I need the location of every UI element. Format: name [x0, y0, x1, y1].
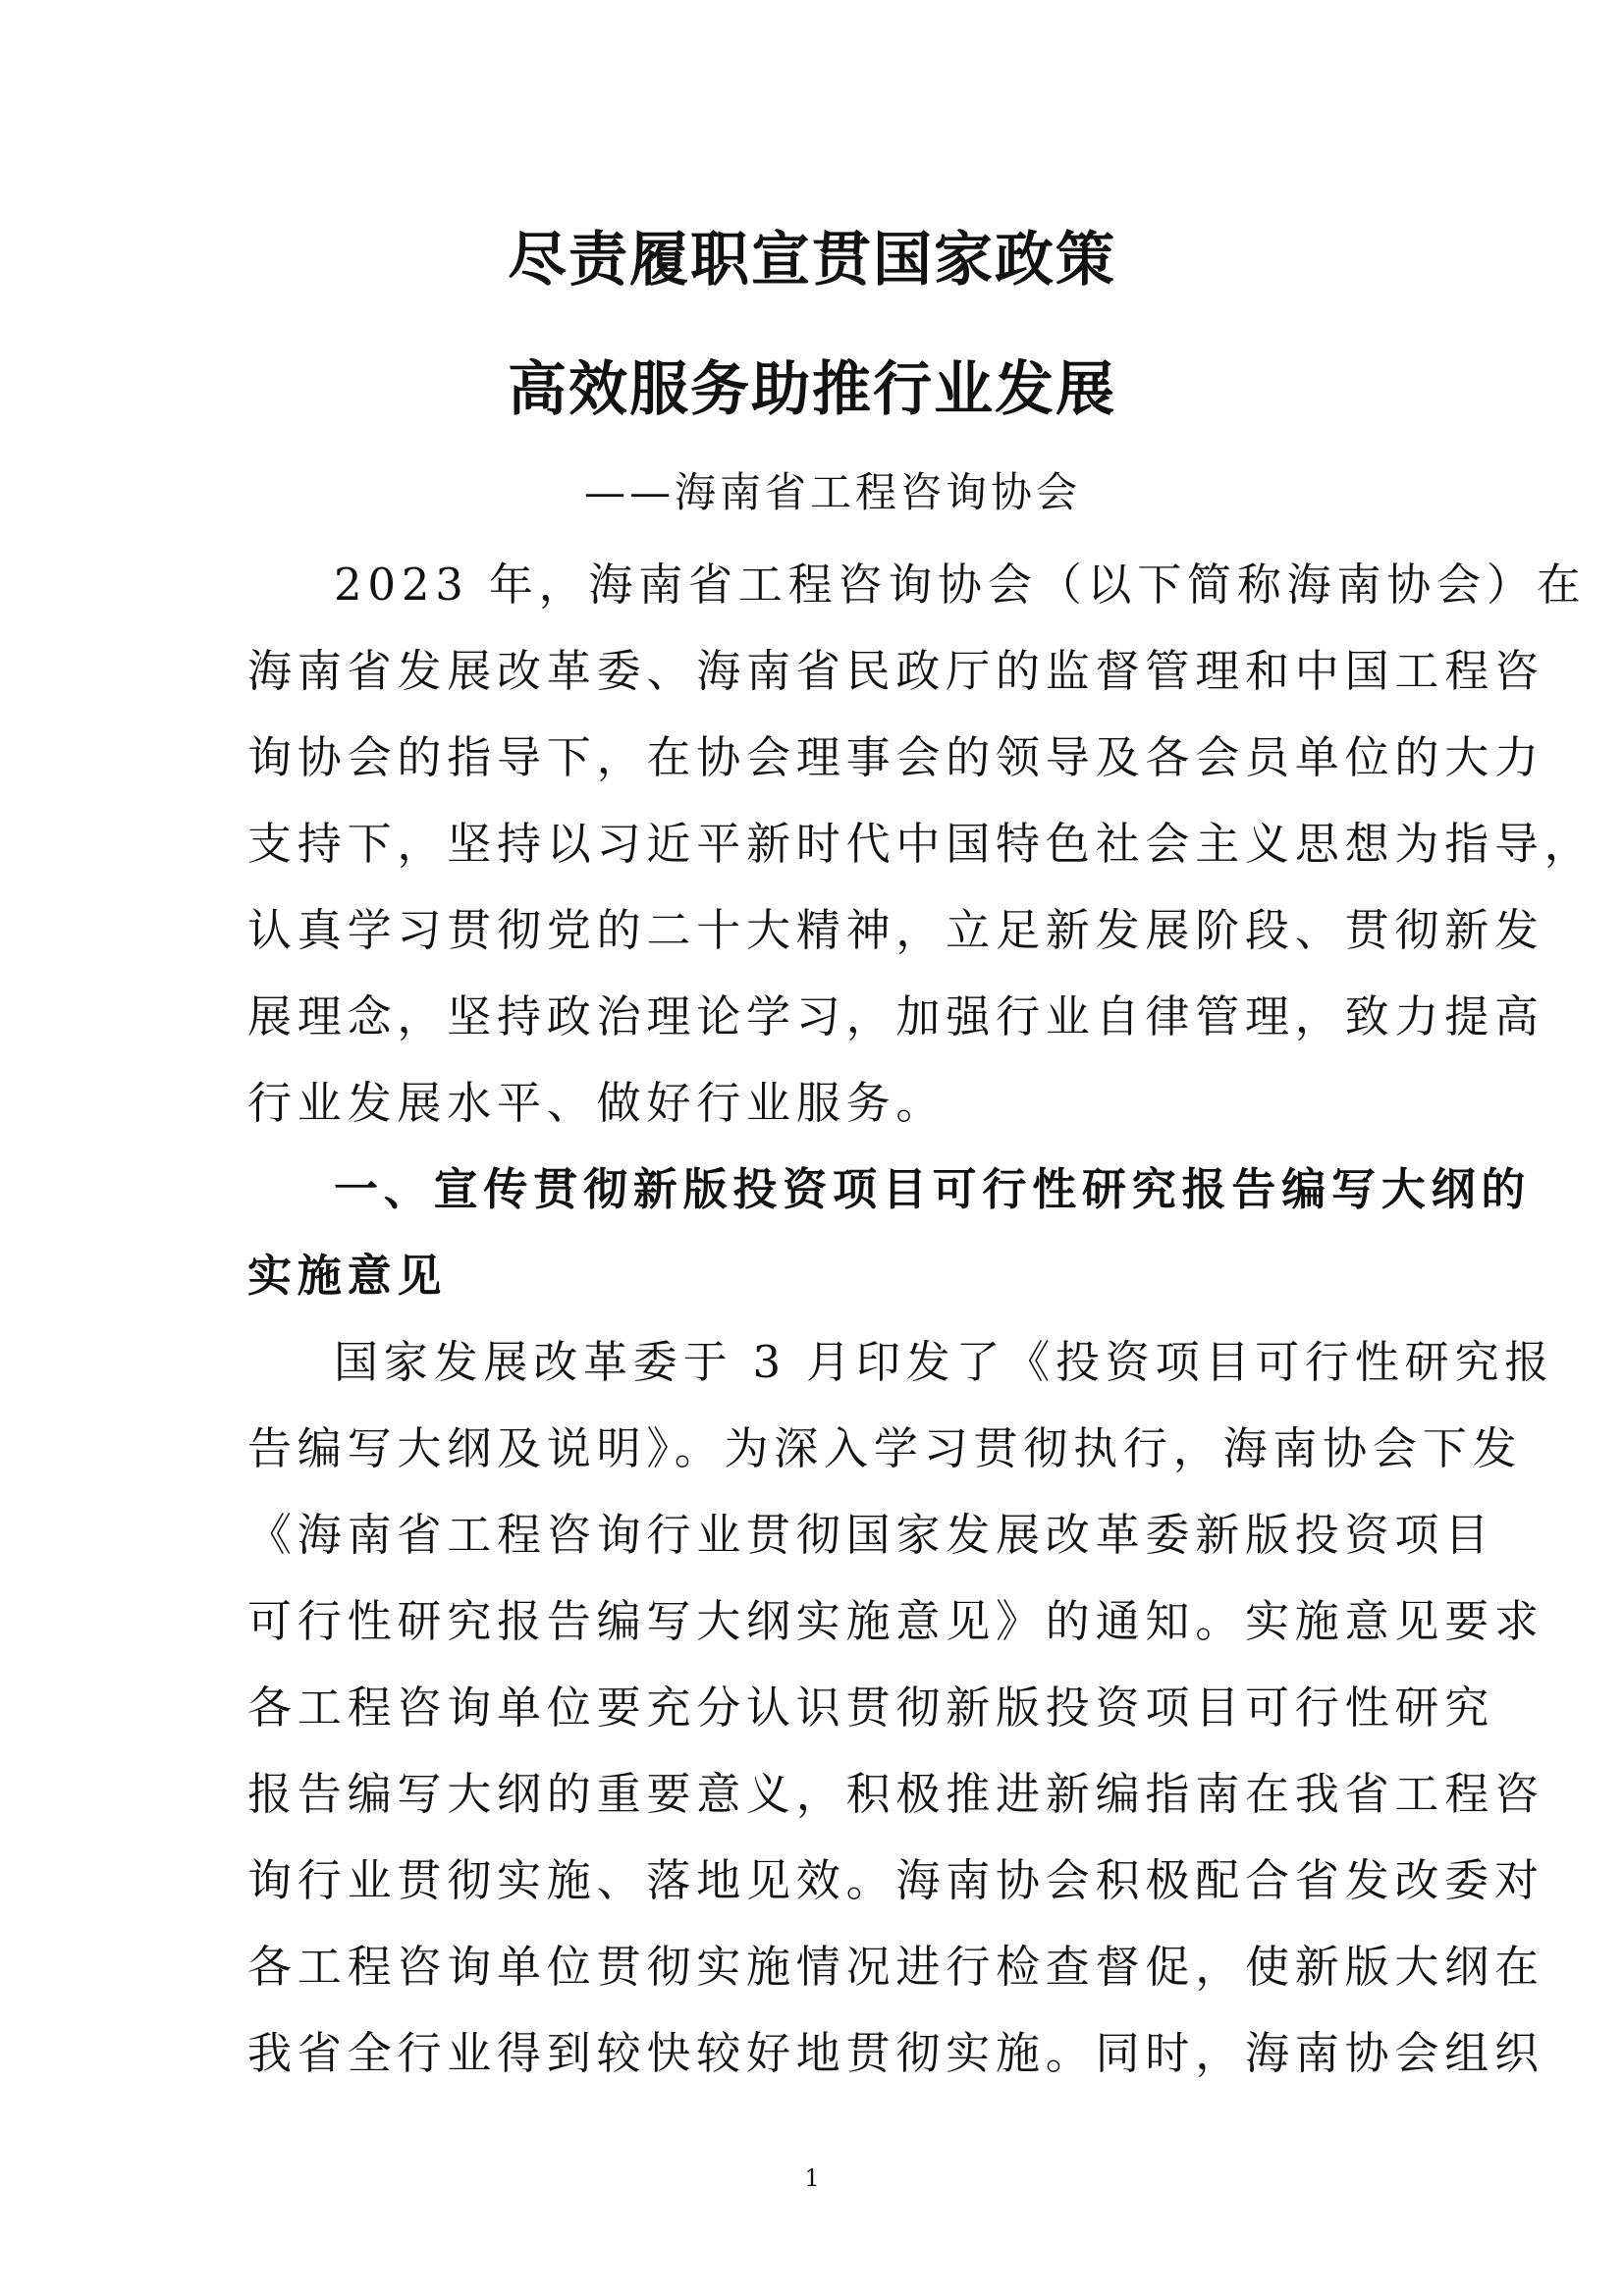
- section-body-line: 各工程咨询单位贯彻实施情况进行检查督促，使新版大纲在: [247, 1941, 1544, 1993]
- intro-line: 海南省发展改革委、海南省民政厅的监督管理和中国工程咨: [247, 645, 1544, 697]
- section-heading-line-2: 实施意见: [247, 1250, 448, 1302]
- section-body-line: 报告编写大纲的重要意义，积极推进新编指南在我省工程咨: [247, 1768, 1544, 1820]
- section-body-line: 《海南省工程咨询行业贯彻国家发展改革委新版投资项目: [247, 1509, 1495, 1561]
- section-heading-line-1: 一、宣传贯彻新版投资项目可行性研究报告编写大纲的: [334, 1163, 1532, 1215]
- subtitle-author: ——海南省工程咨询协会: [584, 468, 1082, 516]
- intro-line: 认真学习贯彻党的二十大精神，立足新发展阶段、贯彻新发: [247, 904, 1544, 956]
- section-body-line: 各工程咨询单位要充分认识贯彻新版投资项目可行性研究: [247, 1682, 1495, 1734]
- intro-line: 2023 年，海南省工程咨询协会（以下简称海南协会）在: [334, 559, 1587, 611]
- intro-line: 行业发展水平、做好行业服务。: [247, 1077, 947, 1129]
- title-line-2: 高效服务助推行业发展: [508, 355, 1116, 424]
- intro-line: 展理念，坚持政治理论学习，加强行业自律管理，致力提高: [247, 990, 1544, 1042]
- section-body-line: 国家发展改革委于 3 月印发了《投资项目可行性研究报: [334, 1336, 1555, 1388]
- section-body-line: 询行业贯彻实施、落地见效。海南协会积极配合省发改委对: [247, 1854, 1544, 1906]
- page-number: 1: [804, 2164, 820, 2192]
- section-body-line: 可行性研究报告编写大纲实施意见》的通知。实施意见要求: [247, 1595, 1544, 1647]
- title-line-1: 尽责履职宣贯国家政策: [508, 226, 1116, 294]
- section-body-line: 我省全行业得到较快较好地贯彻实施。同时，海南协会组织: [247, 2027, 1544, 2079]
- intro-line: 询协会的指导下，在协会理事会的领导及各会员单位的大力: [247, 731, 1544, 783]
- intro-line: 支持下，坚持以习近平新时代中国特色社会主义思想为指导，: [247, 818, 1595, 870]
- section-body-line: 告编写大纲及说明》。为深入学习贯彻执行，海南协会下发: [247, 1422, 1523, 1474]
